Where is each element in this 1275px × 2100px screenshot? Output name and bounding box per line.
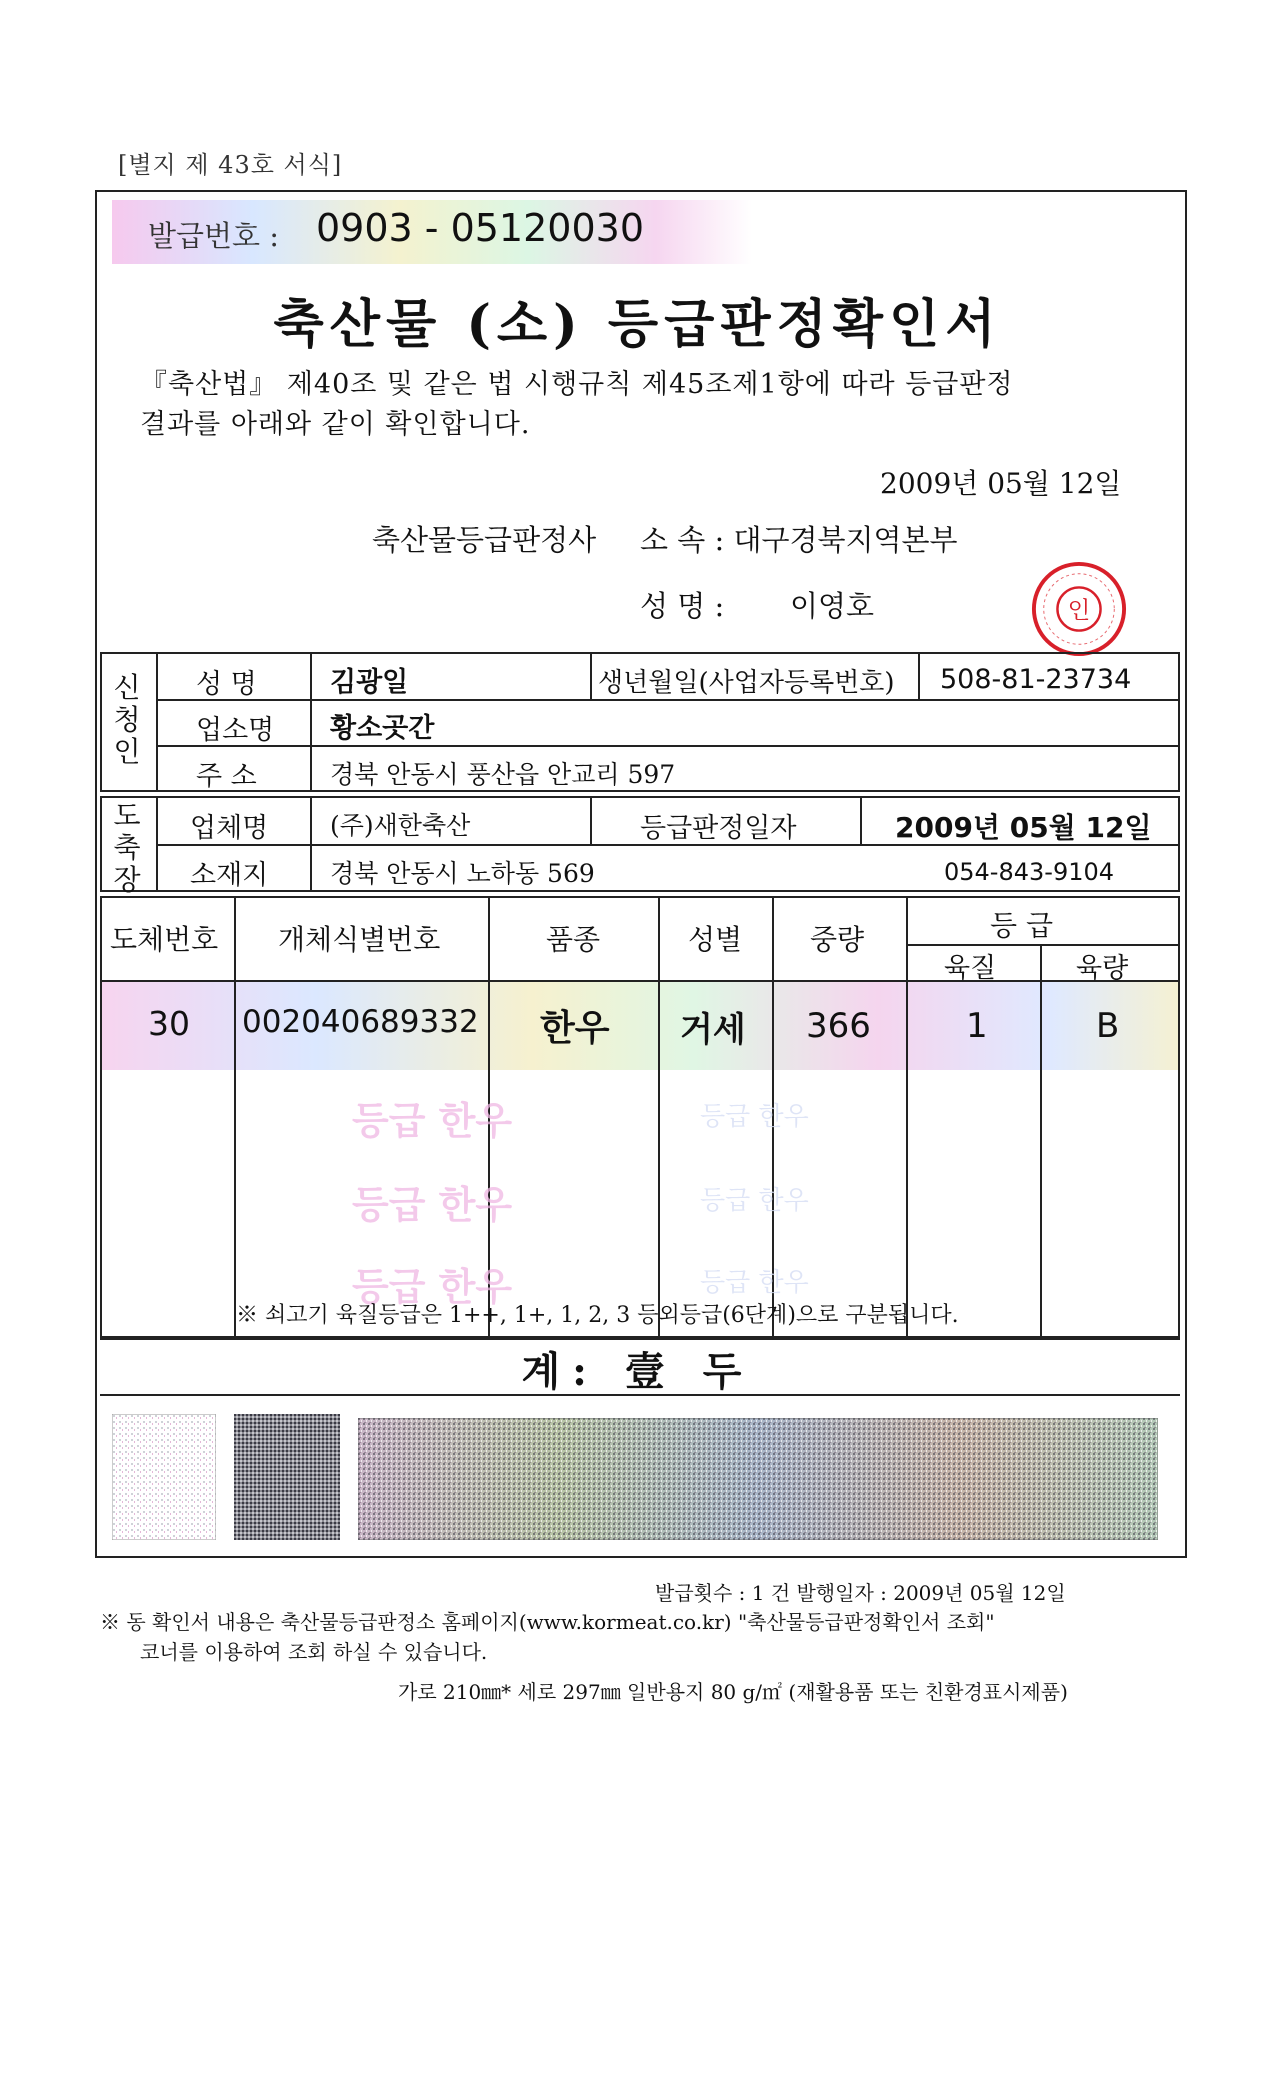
footer-note-1: ※ 동 확인서 내용은 축산물등급판정소 홈페이지(www.kormeat.co.kr) "축산물등급판정확인서 조회" bbox=[100, 1610, 995, 1634]
security-pattern-dark bbox=[234, 1414, 340, 1540]
grade-note: ※ 쇠고기 육질등급은 1++, 1+, 1, 2, 3 등외등급(6단계)으로 구분됩니다. bbox=[236, 1303, 959, 1328]
form-number-tag: [별지 제 43호 서식] bbox=[118, 151, 343, 179]
seal-text: 인 bbox=[1067, 595, 1091, 624]
intro-line-2: 결과를 아래와 같이 확인합니다. bbox=[140, 409, 531, 440]
watermark-row-2: 등급 한우 bbox=[352, 1183, 513, 1227]
grade-table bbox=[100, 896, 1180, 1338]
address-label: 주 소 bbox=[196, 761, 257, 792]
issue-date: 2009년 05월 12일 bbox=[880, 467, 1122, 500]
grading-date-label: 등급판정일자 bbox=[640, 813, 797, 844]
total-heads: 계: 壹 두 bbox=[521, 1348, 754, 1395]
business-label: 업소명 bbox=[196, 715, 275, 746]
document-title: 축산물 (소) 등급판정확인서 bbox=[273, 294, 1002, 355]
watermark-row-1: 등급 한우 bbox=[352, 1099, 513, 1143]
official-seal-icon bbox=[1030, 560, 1128, 658]
company-name: (주)새한축산 bbox=[330, 811, 471, 840]
applicant-section-label: 신 청 인 bbox=[113, 671, 141, 769]
watermark-row-2b: 등급 한우 bbox=[700, 1186, 809, 1216]
grader-label: 축산물등급판정사 bbox=[372, 523, 597, 557]
header-breed: 품종 bbox=[546, 923, 601, 956]
location-value: 경북 안동시 노하동 569 bbox=[330, 859, 595, 888]
birth-value: 508-81-23734 bbox=[940, 664, 1132, 695]
footer-note-2: 코너를 이용하여 조회 하실 수 있습니다. bbox=[140, 1640, 488, 1664]
row-carcass-no: 30 bbox=[148, 1004, 190, 1043]
header-weight: 중량 bbox=[810, 923, 865, 956]
company-label: 업체명 bbox=[190, 813, 269, 844]
paper-spec-line: 가로 210㎜* 세로 297㎜ 일반용지 80 g/㎡ (재활용품 또는 친환경표시제품) bbox=[398, 1680, 1068, 1704]
location-label: 소재지 bbox=[190, 860, 269, 891]
header-id-no: 개체식별번호 bbox=[278, 923, 441, 956]
security-pattern-color bbox=[358, 1418, 1158, 1540]
grader-affiliation: 소 속 : 대구경북지역본부 bbox=[640, 523, 958, 557]
watermark-row-3: 등급 한우 bbox=[352, 1265, 513, 1309]
security-pattern-light bbox=[112, 1414, 216, 1540]
applicant-name: 김광일 bbox=[330, 667, 409, 698]
row-yield: B bbox=[1096, 1006, 1120, 1046]
issue-number-label: 발급번호 : bbox=[148, 219, 280, 253]
header-quality: 육질 bbox=[944, 953, 997, 984]
issue-count-line: 발급횟수 : 1 건 발행일자 : 2009년 05월 12일 bbox=[655, 1581, 1066, 1605]
intro-line-1: 『축산법』 제40조 및 같은 법 시행규칙 제45조제1항에 따라 등급판정 bbox=[140, 369, 1014, 400]
business-name: 황소곳간 bbox=[330, 713, 435, 744]
row-quality: 1 bbox=[966, 1006, 988, 1046]
header-carcass-no: 도체번호 bbox=[110, 923, 219, 956]
row-sex: 거세 bbox=[680, 1010, 746, 1050]
watermark-row-3b: 등급 한우 bbox=[700, 1268, 809, 1298]
row-breed: 한우 bbox=[540, 1008, 610, 1049]
row-weight: 366 bbox=[806, 1006, 871, 1046]
slaughterhouse-section-label: 도 축 장 bbox=[113, 799, 141, 897]
grading-date: 2009년 05월 12일 bbox=[895, 811, 1152, 844]
birth-label: 생년월일(사업자등록번호) bbox=[598, 668, 895, 698]
header-grade: 등 급 bbox=[990, 909, 1053, 942]
header-yield: 육량 bbox=[1076, 953, 1129, 984]
grader-name-label: 성 명 : bbox=[640, 589, 725, 623]
address-value: 경북 안동시 풍산읍 안교리 597 bbox=[330, 760, 676, 789]
header-sex: 성별 bbox=[688, 923, 743, 956]
grader-name: 이영호 bbox=[790, 589, 875, 623]
applicant-name-label: 성 명 bbox=[196, 669, 257, 700]
phone-value: 054-843-9104 bbox=[944, 858, 1115, 886]
row-id-no: 002040689332 bbox=[242, 1004, 479, 1040]
watermark-row-1b: 등급 한우 bbox=[700, 1102, 809, 1132]
issue-number: 0903 - 05120030 bbox=[316, 206, 644, 250]
